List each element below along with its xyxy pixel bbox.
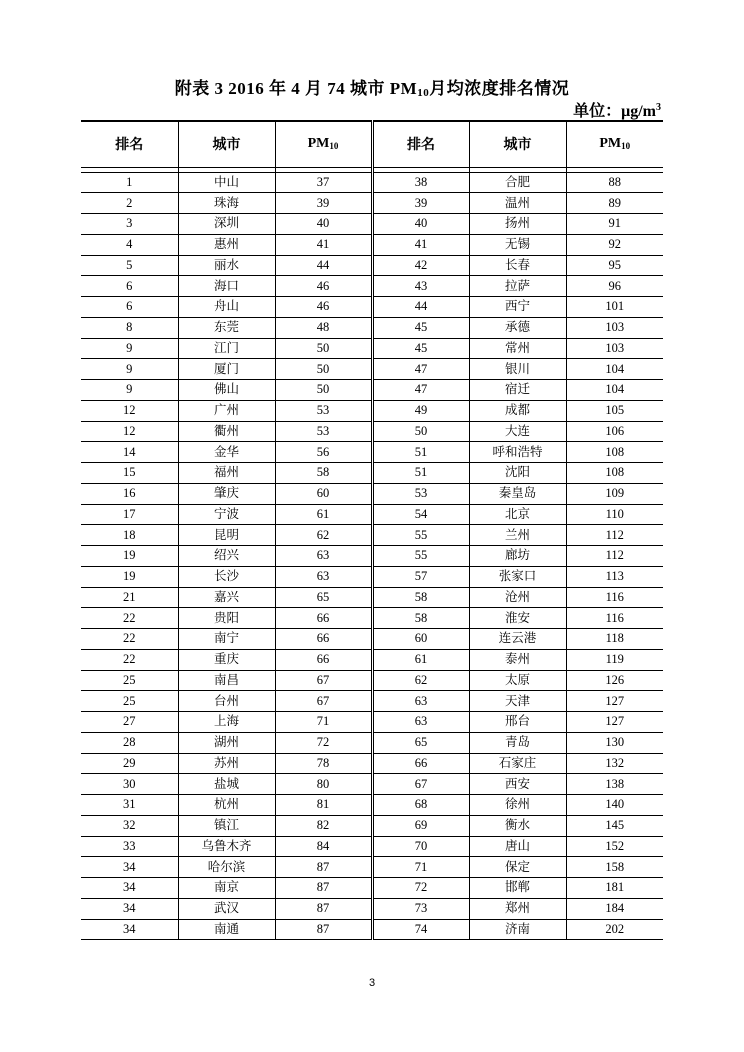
right-pm-cell: 202 [566,919,663,940]
left-city-cell: 衢州 [178,421,275,442]
left-city-cell: 杭州 [178,795,275,816]
right-city-cell: 秦皇岛 [469,483,566,504]
left-rank-cell: 9 [81,338,178,359]
left-city-cell: 金华 [178,442,275,463]
right-pm-cell: 127 [566,691,663,712]
right-rank-cell: 45 [372,317,469,338]
header-pm-left-text: PM [307,136,330,152]
right-pm-cell: 138 [566,774,663,795]
left-rank-cell: 15 [81,463,178,484]
left-pm-cell: 66 [275,608,372,629]
table-row [81,712,663,733]
right-city-cell: 成都 [469,400,566,421]
right-rank-cell: 47 [372,380,469,401]
table-row [81,255,663,276]
left-city-cell: 江门 [178,338,275,359]
right-pm-cell: 108 [566,463,663,484]
right-city-cell: 温州 [469,193,566,214]
right-city-cell: 银川 [469,359,566,380]
left-pm-cell: 58 [275,463,372,484]
left-rank-cell: 34 [81,878,178,899]
title-prefix: 附表 3 2016 年 4 月 74 城市 PM [174,79,418,98]
right-rank-cell: 50 [372,421,469,442]
left-pm-cell: 41 [275,234,372,255]
right-city-cell: 西安 [469,774,566,795]
right-city-cell: 西宁 [469,297,566,318]
left-city-cell: 湖州 [178,732,275,753]
right-rank-cell: 69 [372,815,469,836]
right-pm-cell: 104 [566,359,663,380]
right-pm-cell: 88 [566,172,663,193]
right-rank-cell: 67 [372,774,469,795]
right-city-cell: 合肥 [469,172,566,193]
right-pm-cell: 126 [566,670,663,691]
right-pm-cell: 108 [566,442,663,463]
right-city-cell: 天津 [469,691,566,712]
table-row [81,421,663,442]
left-pm-cell: 84 [275,836,372,857]
left-pm-cell: 44 [275,255,372,276]
left-rank-cell: 4 [81,234,178,255]
left-pm-cell: 46 [275,276,372,297]
left-city-cell: 南通 [178,919,275,940]
left-rank-cell: 14 [81,442,178,463]
title-subscript: 10 [417,87,430,99]
right-rank-cell: 66 [372,753,469,774]
right-rank-cell: 70 [372,836,469,857]
right-pm-cell: 101 [566,297,663,318]
right-rank-cell: 39 [372,193,469,214]
header-pm-left-sub: 10 [329,141,339,152]
right-city-cell: 青岛 [469,732,566,753]
right-rank-cell: 40 [372,214,469,235]
left-rank-cell: 5 [81,255,178,276]
right-city-cell: 济南 [469,919,566,940]
right-pm-cell: 184 [566,898,663,919]
right-city-cell: 太原 [469,670,566,691]
left-pm-cell: 53 [275,400,372,421]
ranking-table [81,120,663,940]
table-row [81,317,663,338]
left-city-cell: 嘉兴 [178,587,275,608]
right-pm-cell: 110 [566,504,663,525]
right-rank-cell: 63 [372,712,469,733]
left-city-cell: 中山 [178,172,275,193]
right-city-cell: 承德 [469,317,566,338]
right-pm-cell: 91 [566,214,663,235]
left-city-cell: 佛山 [178,380,275,401]
table-row [81,214,663,235]
right-city-cell: 扬州 [469,214,566,235]
right-pm-cell: 116 [566,608,663,629]
table-row [81,815,663,836]
table-row [81,691,663,712]
left-rank-cell: 6 [81,297,178,318]
right-city-cell: 邯郸 [469,878,566,899]
right-rank-cell: 62 [372,670,469,691]
right-pm-cell: 118 [566,629,663,650]
right-pm-cell: 96 [566,276,663,297]
table-row [81,546,663,567]
right-pm-cell: 103 [566,317,663,338]
table-row [81,504,663,525]
right-pm-cell: 89 [566,193,663,214]
left-pm-cell: 87 [275,919,372,940]
unit-label [573,98,661,121]
table-row [81,380,663,401]
left-city-cell: 乌鲁木齐 [178,836,275,857]
right-rank-cell: 68 [372,795,469,816]
right-city-cell: 无锡 [469,234,566,255]
left-city-cell: 舟山 [178,297,275,318]
table-row [81,878,663,899]
table-row [81,566,663,587]
left-pm-cell: 65 [275,587,372,608]
left-city-cell: 福州 [178,463,275,484]
left-city-cell: 南宁 [178,629,275,650]
left-rank-cell: 2 [81,193,178,214]
left-rank-cell: 22 [81,629,178,650]
left-rank-cell: 31 [81,795,178,816]
left-pm-cell: 80 [275,774,372,795]
left-rank-cell: 19 [81,546,178,567]
right-city-cell: 保定 [469,857,566,878]
left-city-cell: 昆明 [178,525,275,546]
left-pm-cell: 66 [275,629,372,650]
left-pm-cell: 67 [275,691,372,712]
table-header [81,121,663,172]
right-pm-cell: 145 [566,815,663,836]
table-row [81,442,663,463]
left-pm-cell: 60 [275,483,372,504]
right-city-cell: 常州 [469,338,566,359]
left-city-cell: 长沙 [178,566,275,587]
right-pm-cell: 112 [566,546,663,567]
right-city-cell: 兰州 [469,525,566,546]
right-city-cell: 宿迁 [469,380,566,401]
left-city-cell: 肇庆 [178,483,275,504]
right-rank-cell: 73 [372,898,469,919]
header-pm-right-text: PM [599,136,622,152]
left-pm-cell: 37 [275,172,372,193]
right-rank-cell: 44 [372,297,469,318]
left-rank-cell: 27 [81,712,178,733]
header-city-left: 城市 [178,121,275,167]
right-pm-cell: 152 [566,836,663,857]
right-rank-cell: 72 [372,878,469,899]
right-pm-cell: 103 [566,338,663,359]
left-city-cell: 惠州 [178,234,275,255]
right-city-cell: 邢台 [469,712,566,733]
table-row [81,525,663,546]
left-pm-cell: 81 [275,795,372,816]
header-pm-right-sub: 10 [621,141,631,152]
right-pm-cell: 130 [566,732,663,753]
left-pm-cell: 48 [275,317,372,338]
left-rank-cell: 22 [81,649,178,670]
left-city-cell: 珠海 [178,193,275,214]
left-rank-cell: 16 [81,483,178,504]
right-rank-cell: 49 [372,400,469,421]
right-city-cell: 淮安 [469,608,566,629]
right-rank-cell: 58 [372,608,469,629]
left-pm-cell: 50 [275,338,372,359]
right-rank-cell: 63 [372,691,469,712]
left-rank-cell: 25 [81,691,178,712]
right-pm-cell: 95 [566,255,663,276]
left-pm-cell: 82 [275,815,372,836]
left-rank-cell: 34 [81,898,178,919]
left-rank-cell: 22 [81,608,178,629]
right-pm-cell: 109 [566,483,663,504]
table-row [81,297,663,318]
left-rank-cell: 9 [81,380,178,401]
table-row [81,774,663,795]
right-pm-cell: 106 [566,421,663,442]
left-city-cell: 深圳 [178,214,275,235]
header-pm-right [566,121,663,167]
table-row [81,732,663,753]
left-city-cell: 台州 [178,691,275,712]
left-rank-cell: 34 [81,919,178,940]
right-rank-cell: 45 [372,338,469,359]
left-rank-cell: 33 [81,836,178,857]
header-rank-left: 排名 [81,121,178,167]
right-rank-cell: 55 [372,525,469,546]
header-city-right: 城市 [469,121,566,167]
table-row [81,359,663,380]
left-rank-cell: 12 [81,400,178,421]
left-pm-cell: 50 [275,380,372,401]
left-rank-cell: 19 [81,566,178,587]
left-city-cell: 哈尔滨 [178,857,275,878]
right-pm-cell: 112 [566,525,663,546]
right-pm-cell: 132 [566,753,663,774]
right-rank-cell: 38 [372,172,469,193]
right-city-cell: 廊坊 [469,546,566,567]
table-row [81,193,663,214]
right-city-cell: 呼和浩特 [469,442,566,463]
right-pm-cell: 119 [566,649,663,670]
header-row [81,121,663,167]
left-city-cell: 苏州 [178,753,275,774]
right-city-cell: 郑州 [469,898,566,919]
table-row [81,629,663,650]
right-pm-cell: 116 [566,587,663,608]
right-city-cell: 拉萨 [469,276,566,297]
left-city-cell: 南昌 [178,670,275,691]
table-row [81,649,663,670]
left-city-cell: 武汉 [178,898,275,919]
left-city-cell: 绍兴 [178,546,275,567]
table-row [81,276,663,297]
right-city-cell: 北京 [469,504,566,525]
left-city-cell: 广州 [178,400,275,421]
right-rank-cell: 65 [372,732,469,753]
table-row [81,234,663,255]
right-city-cell: 石家庄 [469,753,566,774]
left-rank-cell: 1 [81,172,178,193]
left-pm-cell: 78 [275,753,372,774]
left-city-cell: 上海 [178,712,275,733]
left-pm-cell: 46 [275,297,372,318]
left-city-cell: 海口 [178,276,275,297]
left-rank-cell: 30 [81,774,178,795]
left-pm-cell: 87 [275,857,372,878]
left-rank-cell: 3 [81,214,178,235]
left-pm-cell: 71 [275,712,372,733]
right-rank-cell: 41 [372,234,469,255]
right-city-cell: 徐州 [469,795,566,816]
right-city-cell: 连云港 [469,629,566,650]
table-row [81,463,663,484]
left-rank-cell: 32 [81,815,178,836]
right-rank-cell: 51 [372,442,469,463]
table-body [81,172,663,940]
table-row [81,670,663,691]
right-rank-cell: 57 [372,566,469,587]
left-rank-cell: 25 [81,670,178,691]
right-rank-cell: 74 [372,919,469,940]
table-row [81,608,663,629]
right-rank-cell: 60 [372,629,469,650]
left-pm-cell: 67 [275,670,372,691]
page-number: 3 [368,977,376,989]
unit-text: 单位：μg/m [573,103,656,120]
table-row [81,587,663,608]
table-row [81,400,663,421]
table-row [81,795,663,816]
right-rank-cell: 71 [372,857,469,878]
right-pm-cell: 105 [566,400,663,421]
left-pm-cell: 40 [275,214,372,235]
header-pm-left [275,121,372,167]
left-rank-cell: 21 [81,587,178,608]
right-city-cell: 衡水 [469,815,566,836]
left-pm-cell: 62 [275,525,372,546]
table-row [81,857,663,878]
left-city-cell: 贵阳 [178,608,275,629]
left-rank-cell: 12 [81,421,178,442]
right-city-cell: 大连 [469,421,566,442]
left-city-cell: 南京 [178,878,275,899]
left-city-cell: 东莞 [178,317,275,338]
left-rank-cell: 17 [81,504,178,525]
right-pm-cell: 113 [566,566,663,587]
left-pm-cell: 63 [275,566,372,587]
left-pm-cell: 66 [275,649,372,670]
table-row [81,753,663,774]
right-pm-cell: 104 [566,380,663,401]
right-pm-cell: 158 [566,857,663,878]
left-city-cell: 宁波 [178,504,275,525]
right-rank-cell: 51 [372,463,469,484]
left-city-cell: 重庆 [178,649,275,670]
table-row [81,172,663,193]
left-rank-cell: 9 [81,359,178,380]
left-pm-cell: 87 [275,898,372,919]
right-rank-cell: 47 [372,359,469,380]
left-pm-cell: 50 [275,359,372,380]
right-pm-cell: 140 [566,795,663,816]
left-rank-cell: 29 [81,753,178,774]
right-city-cell: 沧州 [469,587,566,608]
left-city-cell: 厦门 [178,359,275,380]
right-rank-cell: 58 [372,587,469,608]
right-city-cell: 张家口 [469,566,566,587]
table-row [81,483,663,504]
left-city-cell: 丽水 [178,255,275,276]
left-rank-cell: 34 [81,857,178,878]
table-row [81,836,663,857]
table-row [81,338,663,359]
table-row [81,898,663,919]
header-rank-right: 排名 [372,121,469,167]
right-city-cell: 唐山 [469,836,566,857]
left-rank-cell: 28 [81,732,178,753]
left-pm-cell: 61 [275,504,372,525]
left-pm-cell: 53 [275,421,372,442]
right-city-cell: 泰州 [469,649,566,670]
page-title [0,74,744,99]
left-rank-cell: 6 [81,276,178,297]
right-rank-cell: 43 [372,276,469,297]
table-row [81,919,663,940]
right-rank-cell: 53 [372,483,469,504]
left-city-cell: 盐城 [178,774,275,795]
left-pm-cell: 39 [275,193,372,214]
left-rank-cell: 8 [81,317,178,338]
left-city-cell: 镇江 [178,815,275,836]
unit-superscript: 3 [656,102,661,113]
right-pm-cell: 127 [566,712,663,733]
right-pm-cell: 181 [566,878,663,899]
left-pm-cell: 72 [275,732,372,753]
right-rank-cell: 55 [372,546,469,567]
right-city-cell: 沈阳 [469,463,566,484]
right-city-cell: 长春 [469,255,566,276]
right-rank-cell: 54 [372,504,469,525]
right-rank-cell: 42 [372,255,469,276]
right-rank-cell: 61 [372,649,469,670]
left-pm-cell: 56 [275,442,372,463]
left-pm-cell: 63 [275,546,372,567]
right-pm-cell: 92 [566,234,663,255]
title-suffix: 月均浓度排名情况 [429,79,570,98]
left-pm-cell: 87 [275,878,372,899]
left-rank-cell: 18 [81,525,178,546]
